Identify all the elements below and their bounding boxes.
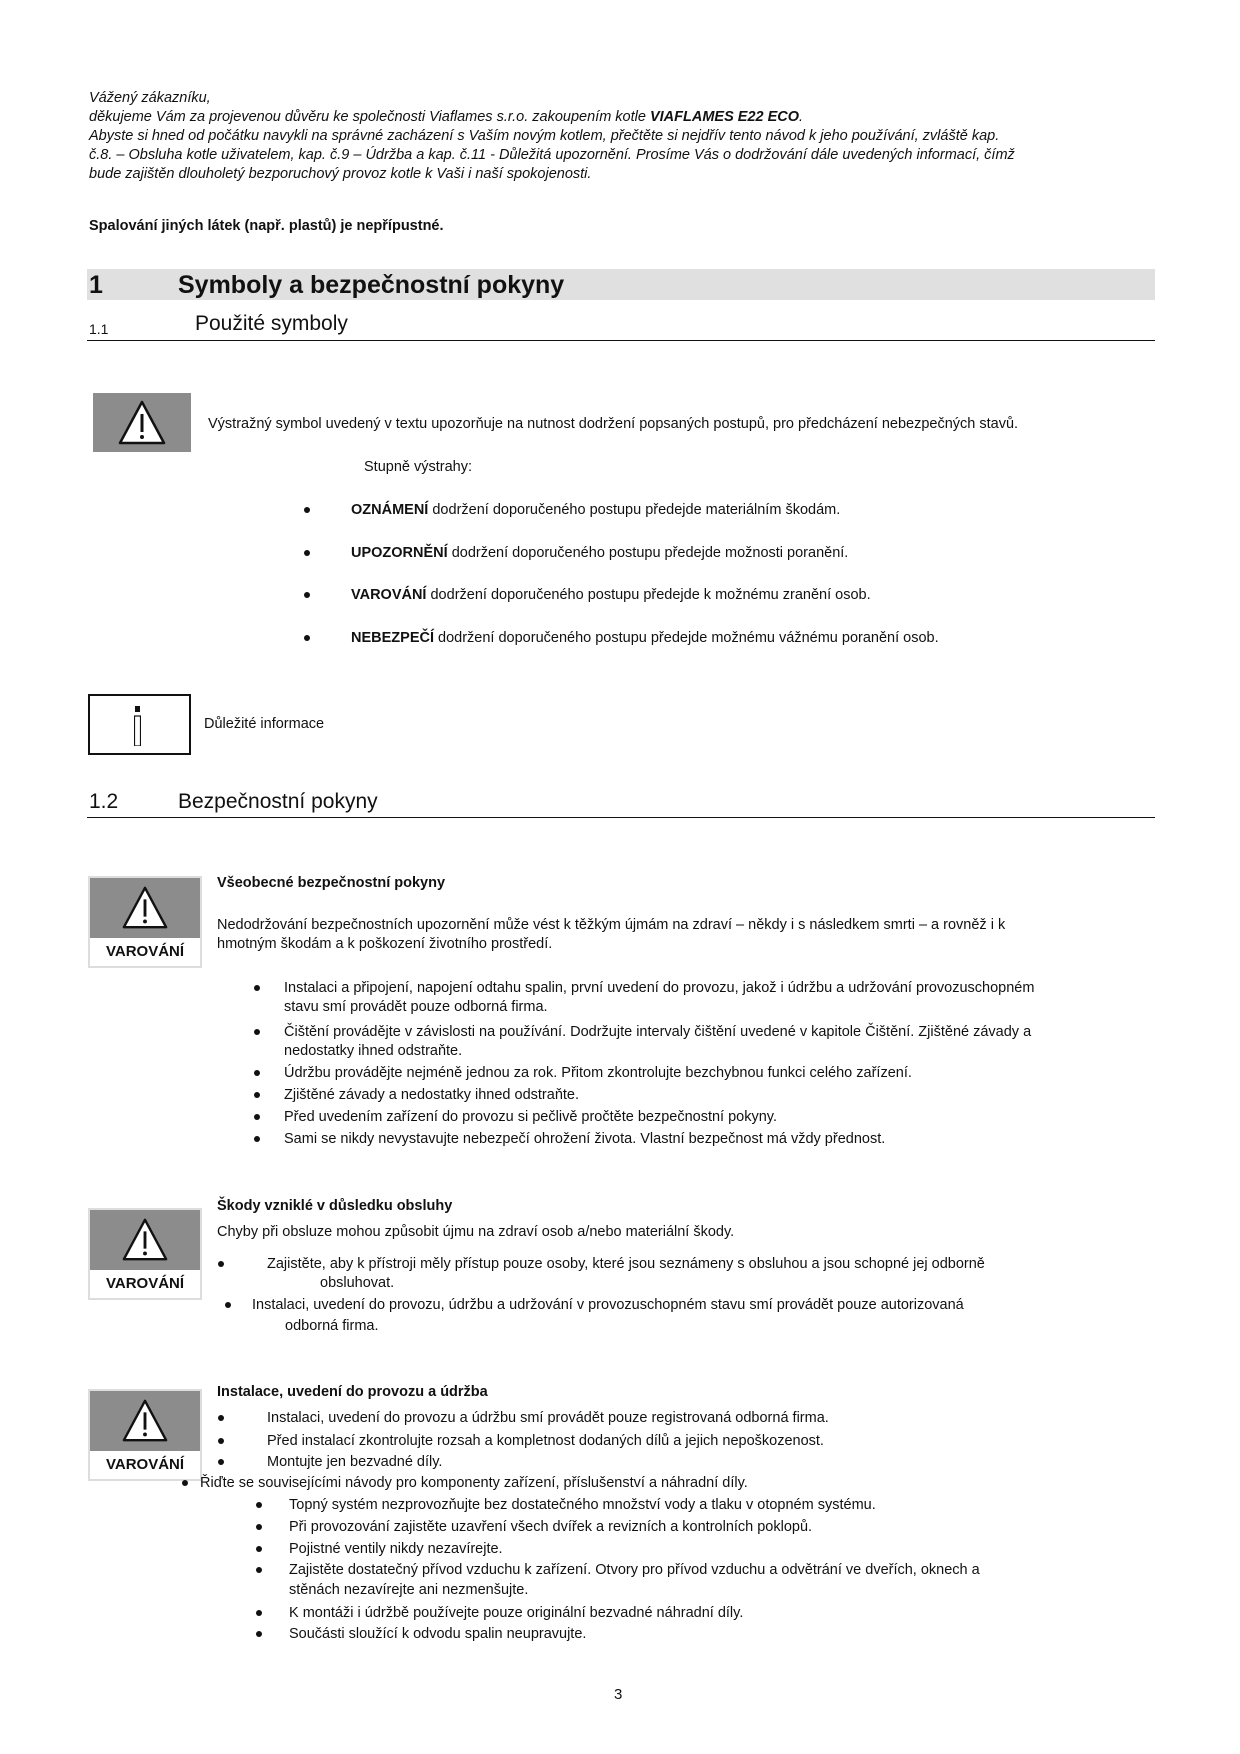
subsection-number: 1.2 [89, 790, 119, 813]
list-item: Před instalací zkontrolujte rozsah a kompletnost dodaných dílů a jejich nepoškozenost. [267, 1433, 824, 1449]
section-number: 1 [89, 271, 103, 299]
intro-end: . [799, 109, 804, 125]
bullet-icon [225, 1302, 231, 1308]
warning-icon [93, 393, 191, 452]
list-item: Sami se nikdy nevystavujte nebezpečí ohrožení života. Vlastní bezpečnost má vždy přednost. [284, 1131, 886, 1147]
block-title: Instalace, uvedení do provozu a údržba [217, 1384, 488, 1400]
bullet-icon [256, 1502, 262, 1508]
list-item-cont: stěnách nezavírejte ani nezmenšujte. [289, 1582, 529, 1598]
level-term: OZNÁMENÍ [351, 502, 429, 518]
section-title: Symboly a bezpečnostní pokyny [178, 271, 565, 299]
bullet-icon [254, 1114, 260, 1120]
list-item: Součásti sloužící k odvodu spalin neupravujte. [289, 1626, 587, 1642]
bullet-icon [218, 1261, 224, 1267]
subsection-number: 1.1 [89, 321, 109, 337]
bullet-icon [304, 507, 310, 513]
level-item [351, 501, 840, 520]
warning-icon [90, 878, 200, 938]
warning-label: VAROVÁNÍ [105, 943, 185, 960]
list-item: Zjištěné závady a nedostatky ihned odstraňte. [284, 1087, 580, 1103]
level-term: UPOZORNĚNÍ [351, 545, 448, 561]
level-term: VAROVÁNÍ [351, 587, 427, 603]
subsection-title: Použité symboly [195, 312, 348, 335]
list-item: Zajistěte, aby k přístroji měly přístup pouze osoby, které jsou seznámeny s obsluhou a jsou schopné jej odborně [267, 1256, 985, 1272]
page-number: 3 [614, 1686, 623, 1703]
list-item: Instalaci a připojení, napojení odtahu spalin, první uvedení do provozu, jakož i údržbu a udržování provozuschopném [284, 980, 1035, 996]
levels-label: Stupně výstrahy: [364, 459, 472, 475]
warning-label: VAROVÁNÍ [105, 1275, 185, 1292]
list-item-cont: stavu smí provádět pouze odborná firma. [284, 999, 548, 1015]
list-item-cont: odborná firma. [285, 1318, 379, 1334]
heading-rule [87, 340, 1155, 341]
list-item: Topný systém nezprovozňujte bez dostatečného množství vody a tlaku v otopném systému. [289, 1497, 876, 1513]
list-item-cont: obsluhovat. [320, 1275, 395, 1291]
level-item [351, 544, 848, 563]
warning-icon [90, 1391, 200, 1451]
list-item: Před uvedením zařízení do provozu si pečlivě pročtěte bezpečnostní pokyny. [284, 1109, 778, 1125]
block-para: Chyby při obsluze mohou způsobit újmu na zdraví osob a/nebo materiální škody. [217, 1224, 735, 1240]
bullet-icon [254, 1136, 260, 1142]
level-text: dodržení doporučeného postupu předejde možnému vážnému poranění osob. [434, 630, 939, 646]
bullet-icon [304, 635, 310, 641]
list-item: Montujte jen bezvadné díly. [267, 1454, 443, 1470]
info-icon [88, 694, 191, 755]
level-text: dodržení doporučeného postupu předejde možnosti poranění. [447, 545, 849, 561]
level-text: dodržení doporučeného postupu předejde k možnému zranění osob. [426, 587, 871, 603]
intro-line [89, 108, 803, 127]
bullet-icon [218, 1438, 224, 1444]
bullet-icon [256, 1524, 262, 1530]
list-item: Údržbu provádějte nejméně jednou za rok. Přitom zkontrolujte bezchybnou funkci celého zařízení. [284, 1065, 912, 1081]
bullet-icon [256, 1631, 262, 1637]
block-title: Všeobecné bezpečnostní pokyny [217, 875, 446, 891]
bullet-icon [254, 1070, 260, 1076]
intro-para-line: č.8. – Obsluha kotle uživatelem, kap. č.9 – Údržba a kap. č.11 - Důležitá upozornění. Prosíme Vás o dodržování dále uvedených informací, čímž [89, 147, 1015, 163]
list-item-cont: nedostatky ihned odstraňte. [284, 1043, 463, 1059]
greeting: Vážený zákazníku, [89, 90, 211, 106]
warning-badge [88, 876, 202, 968]
subsection-title: Bezpečnostní pokyny [178, 790, 378, 813]
list-item: Zajistěte dostatečný přívod vzduchu k zařízení. Otvory pro přívod vzduchu a odvětrání ve dveřích, oknech a [289, 1562, 980, 1578]
level-item [351, 586, 871, 605]
info-description: Důležité informace [204, 716, 325, 732]
list-item: Řiďte se souvisejícími návody pro komponenty zařízení, příslušenství a náhradní díly. [200, 1475, 748, 1491]
bullet-icon [256, 1610, 262, 1616]
notice-text: Spalování jiných látek (např. plastů) je nepřípustné. [89, 218, 444, 234]
list-item: Čištění provádějte v závislosti na používání. Dodržujte intervaly čištění uvedené v kapitole Čištění. Zjištěné závady a [284, 1024, 1032, 1040]
block-para: hmotným škodám a k poškození životního prostředí. [217, 936, 553, 952]
level-term: NEBEZPEČÍ [351, 630, 434, 646]
list-item: Při provozování zajistěte uzavření všech dvířek a revizních a kontrolních poklopů. [289, 1519, 813, 1535]
list-item: K montáži i údržbě používejte pouze originální bezvadné náhradní díly. [289, 1605, 744, 1621]
list-item: Instalaci, uvedení do provozu a údržbu smí provádět pouze registrovaná odborná firma. [267, 1410, 829, 1426]
bullet-icon [254, 1092, 260, 1098]
heading-rule [87, 817, 1155, 818]
product-name: VIAFLAMES E22 ECO [649, 109, 800, 125]
list-item: Pojistné ventily nikdy nezavírejte. [289, 1541, 503, 1557]
bullet-icon [254, 1029, 260, 1035]
warning-badge [88, 1208, 202, 1300]
intro-para-line: bude zajištěn dlouholetý bezporuchový provoz kotle k Vaši i naší spokojenosti. [89, 166, 592, 182]
bullet-icon [218, 1459, 224, 1465]
level-text: dodržení doporučeného postupu předejde materiálním škodám. [428, 502, 841, 518]
level-item [351, 629, 939, 648]
warning-icon [90, 1210, 200, 1270]
block-title: Škody vzniklé v důsledku obsluhy [217, 1198, 453, 1214]
list-item: Instalaci, uvedení do provozu, údržbu a udržování v provozuschopném stavu smí provádět pouze autorizovaná [252, 1297, 964, 1313]
bullet-icon [254, 985, 260, 991]
intro-para-line: Abyste si hned od počátku navykli na správné zacházení s Vaším novým kotlem, přečtěte si nejdřív tento návod k jeho používání, zvláště kap. [89, 128, 1000, 144]
bullet-icon [304, 592, 310, 598]
warning-symbol-description: Výstražný symbol uvedený v textu upozorňuje na nutnost dodržení popsaných postupů, pro předcházení nebezpečných stavů. [208, 416, 1019, 432]
bullet-icon [304, 550, 310, 556]
bullet-icon [256, 1567, 262, 1573]
bullet-icon [256, 1546, 262, 1552]
warning-badge [88, 1389, 202, 1481]
bullet-icon [218, 1415, 224, 1421]
block-para: Nedodržování bezpečnostních upozornění může vést k těžkým újmám na zdraví – někdy i s následkem smrti – a rovněž i k [217, 917, 1006, 933]
warning-label: VAROVÁNÍ [105, 1456, 185, 1473]
intro-text: děkujeme Vám za projevenou důvěru ke společnosti Viaflames s.r.o. zakoupením kotle [89, 109, 650, 125]
bullet-icon [182, 1480, 188, 1486]
